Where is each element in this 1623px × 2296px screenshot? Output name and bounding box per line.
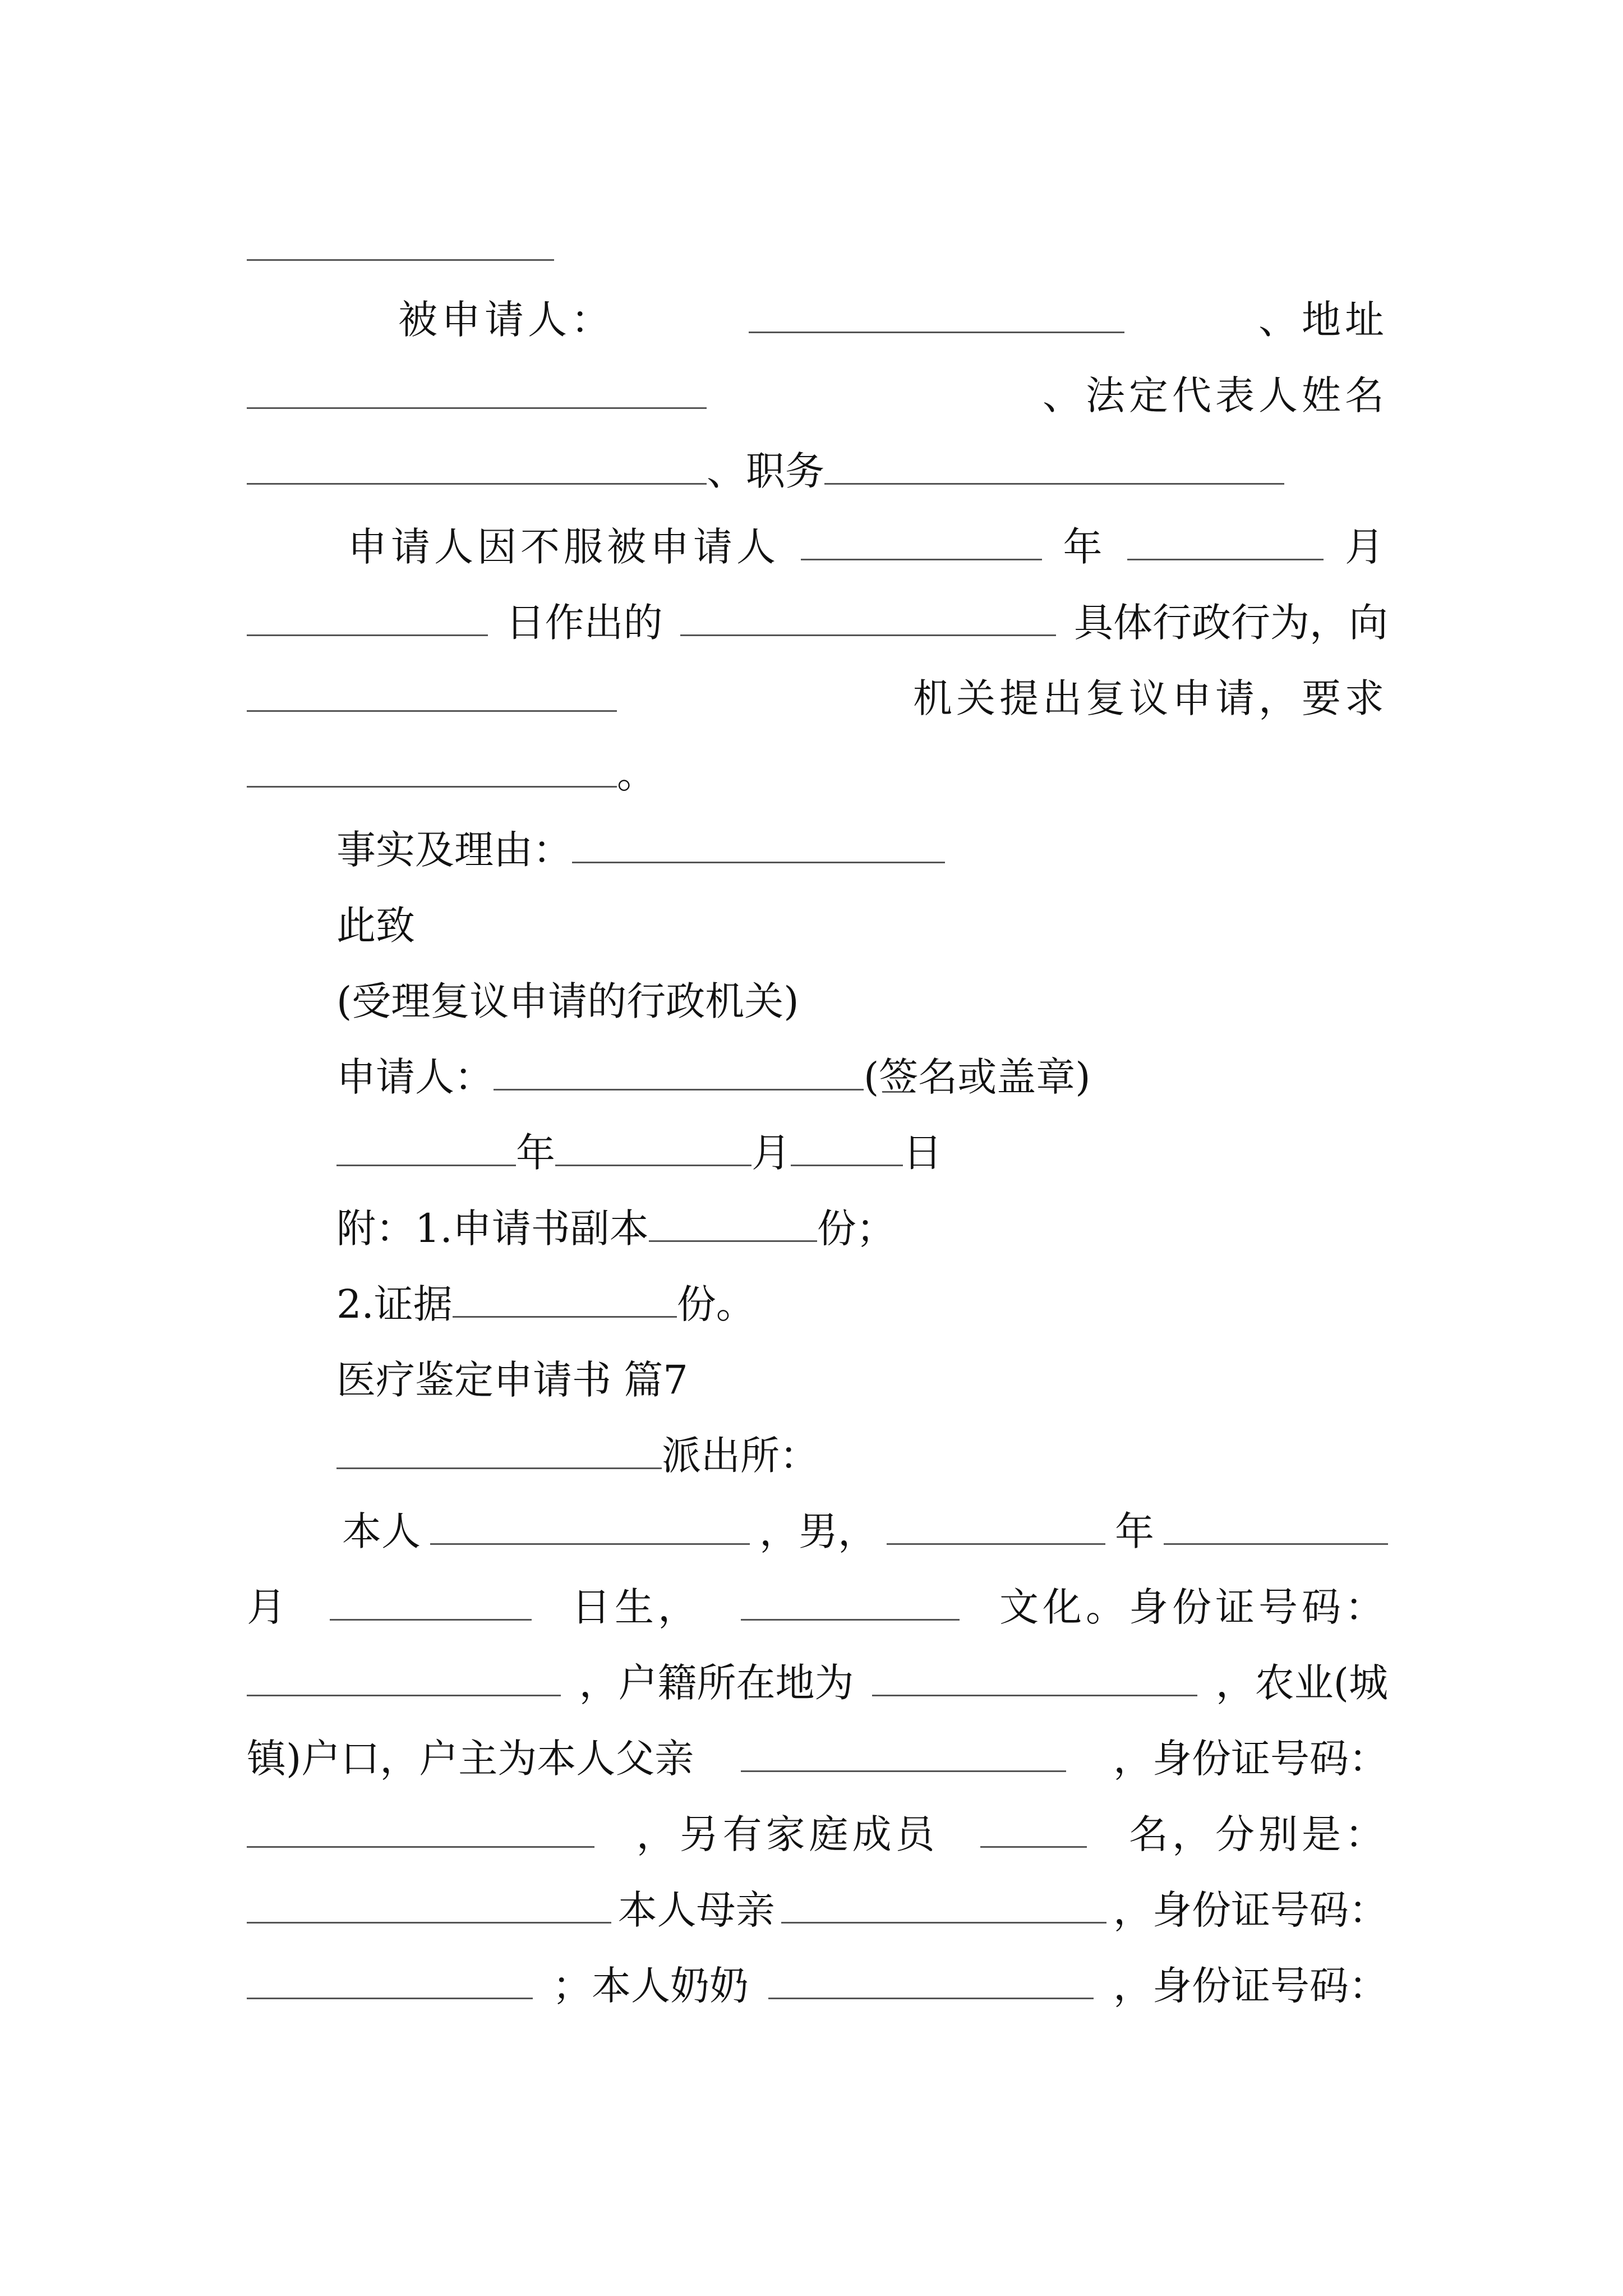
application-line-2	[247, 595, 1388, 651]
respondent-label: 被申请人：	[398, 297, 614, 343]
mother-id-label: ，身份证号码：	[1113, 1887, 1388, 1933]
gender-label: ，男，	[759, 1508, 877, 1554]
application-line-4	[247, 746, 1388, 802]
signature-label: 申请人：	[336, 1054, 494, 1100]
date-year-blank[interactable]	[336, 1132, 516, 1166]
date-line	[247, 1125, 1388, 1181]
facts-blank[interactable]	[572, 829, 945, 863]
salutation-line	[247, 898, 1388, 954]
birth-month-label: 月	[247, 1584, 290, 1630]
title-label: 、职务	[707, 448, 824, 494]
legal-rep-label: 、法定代表人姓名	[1043, 372, 1388, 418]
copies-blank[interactable]	[649, 1208, 817, 1242]
personal-line-1	[247, 1503, 1388, 1559]
request-blank[interactable]	[247, 753, 617, 788]
attachment-item-1: 附：1.申请书副本	[336, 1205, 649, 1251]
application-line-1	[247, 519, 1388, 575]
respondent-name-blank[interactable]	[749, 299, 1124, 333]
action-label: 具体行政行为，向	[1073, 600, 1388, 646]
action-day-blank[interactable]	[247, 602, 488, 636]
birth-day-blank[interactable]	[330, 1586, 532, 1621]
personal-self-label: 本人	[342, 1508, 421, 1554]
mother-name-blank[interactable]	[781, 1889, 1106, 1924]
action-month-blank[interactable]	[1127, 526, 1324, 560]
family-members-label: ，另有家庭成员	[636, 1811, 939, 1857]
application-line-3	[247, 670, 1388, 726]
birth-day-label: 日生，	[571, 1584, 701, 1630]
facts-line	[247, 822, 1388, 878]
facts-label: 事实及理由：	[336, 827, 572, 873]
residence-label: ，户籍所在地为	[579, 1660, 854, 1706]
attachment-line-2	[247, 1276, 1388, 1332]
education-id-label: 文化。身份证号码：	[999, 1584, 1388, 1630]
signature-note: (签名或盖章)	[864, 1054, 1091, 1100]
self-name-blank[interactable]	[430, 1511, 750, 1545]
attachment-line-1	[247, 1200, 1388, 1257]
application-intro: 申请人因不服被申请人	[348, 524, 780, 570]
grandmother-label: ；本人奶奶	[552, 1963, 749, 2009]
agency-request-label: 机关提出复议申请，要求	[913, 675, 1388, 721]
personal-line-2	[247, 1579, 1388, 1635]
rep-title-line	[247, 443, 1388, 499]
evidence-blank[interactable]	[453, 1283, 677, 1318]
signature-blank[interactable]	[494, 1056, 864, 1091]
date-day-blank[interactable]	[791, 1132, 903, 1166]
education-blank[interactable]	[741, 1586, 960, 1621]
section-title: 医疗鉴定申请书 篇7	[336, 1357, 688, 1403]
family-list-label: 名，分别是：	[1128, 1811, 1388, 1857]
date-month-blank[interactable]	[555, 1132, 751, 1166]
self-id-blank[interactable]	[247, 1662, 561, 1696]
period-mark: 。	[617, 751, 656, 797]
attachment-unit-1: 份；	[817, 1205, 896, 1251]
police-station-label: 派出所：	[662, 1433, 819, 1479]
grandmother-name-blank[interactable]	[768, 1965, 1094, 1999]
attachment-unit-2: 份。	[676, 1281, 755, 1327]
mother-label: 本人母亲	[617, 1887, 775, 1933]
date-month-label: 月	[751, 1130, 791, 1176]
attachment-item-2: 2.证据	[336, 1281, 453, 1327]
personal-line-6	[247, 1882, 1388, 1938]
address-label: 、地址	[1258, 297, 1388, 343]
police-station-blank[interactable]	[336, 1435, 662, 1469]
recipient-line	[247, 973, 1388, 1029]
address-line	[247, 367, 1388, 424]
date-day-label: 日	[903, 1130, 942, 1176]
month-label: 月	[1345, 524, 1388, 570]
birth-month-blank[interactable]	[1164, 1511, 1388, 1545]
address-blank[interactable]	[247, 375, 707, 409]
respondent-line	[247, 292, 1388, 348]
family-count-blank[interactable]	[980, 1814, 1087, 1848]
agency-blank[interactable]	[247, 678, 617, 712]
personal-line-3	[247, 1655, 1388, 1711]
day-made-label: 日作出的	[505, 600, 663, 646]
top-rule	[247, 259, 554, 261]
mother-id-blank[interactable]	[247, 1965, 533, 1999]
action-blank[interactable]	[680, 602, 1056, 636]
year-label: 年	[1063, 524, 1106, 570]
personal-line-4	[247, 1731, 1388, 1787]
birth-year-blank[interactable]	[887, 1511, 1105, 1545]
household-type-label: ，农业(城	[1215, 1660, 1388, 1706]
father-id-blank[interactable]	[247, 1814, 594, 1848]
signature-line	[247, 1049, 1388, 1105]
action-year-blank[interactable]	[801, 526, 1042, 560]
salutation: 此致	[336, 903, 415, 949]
recipient: (受理复议申请的行政机关)	[336, 978, 799, 1024]
personal-line-5	[247, 1806, 1388, 1862]
birth-year-label: 年	[1115, 1508, 1154, 1554]
legal-rep-blank[interactable]	[247, 450, 707, 485]
personal-line-7	[247, 1958, 1388, 2014]
household-head-label: 镇)户口，户主为本人父亲	[247, 1736, 694, 1782]
family-list-blank[interactable]	[247, 1889, 611, 1924]
section-title-line	[247, 1352, 1388, 1408]
residence-blank[interactable]	[872, 1662, 1197, 1696]
grandmother-id-label: ，身份证号码：	[1113, 1963, 1388, 2009]
father-id-label: ，身份证号码：	[1113, 1736, 1388, 1782]
father-name-blank[interactable]	[741, 1738, 1066, 1772]
police-station-line	[247, 1428, 1388, 1484]
title-blank[interactable]	[824, 450, 1284, 485]
date-year-label: 年	[516, 1130, 555, 1176]
